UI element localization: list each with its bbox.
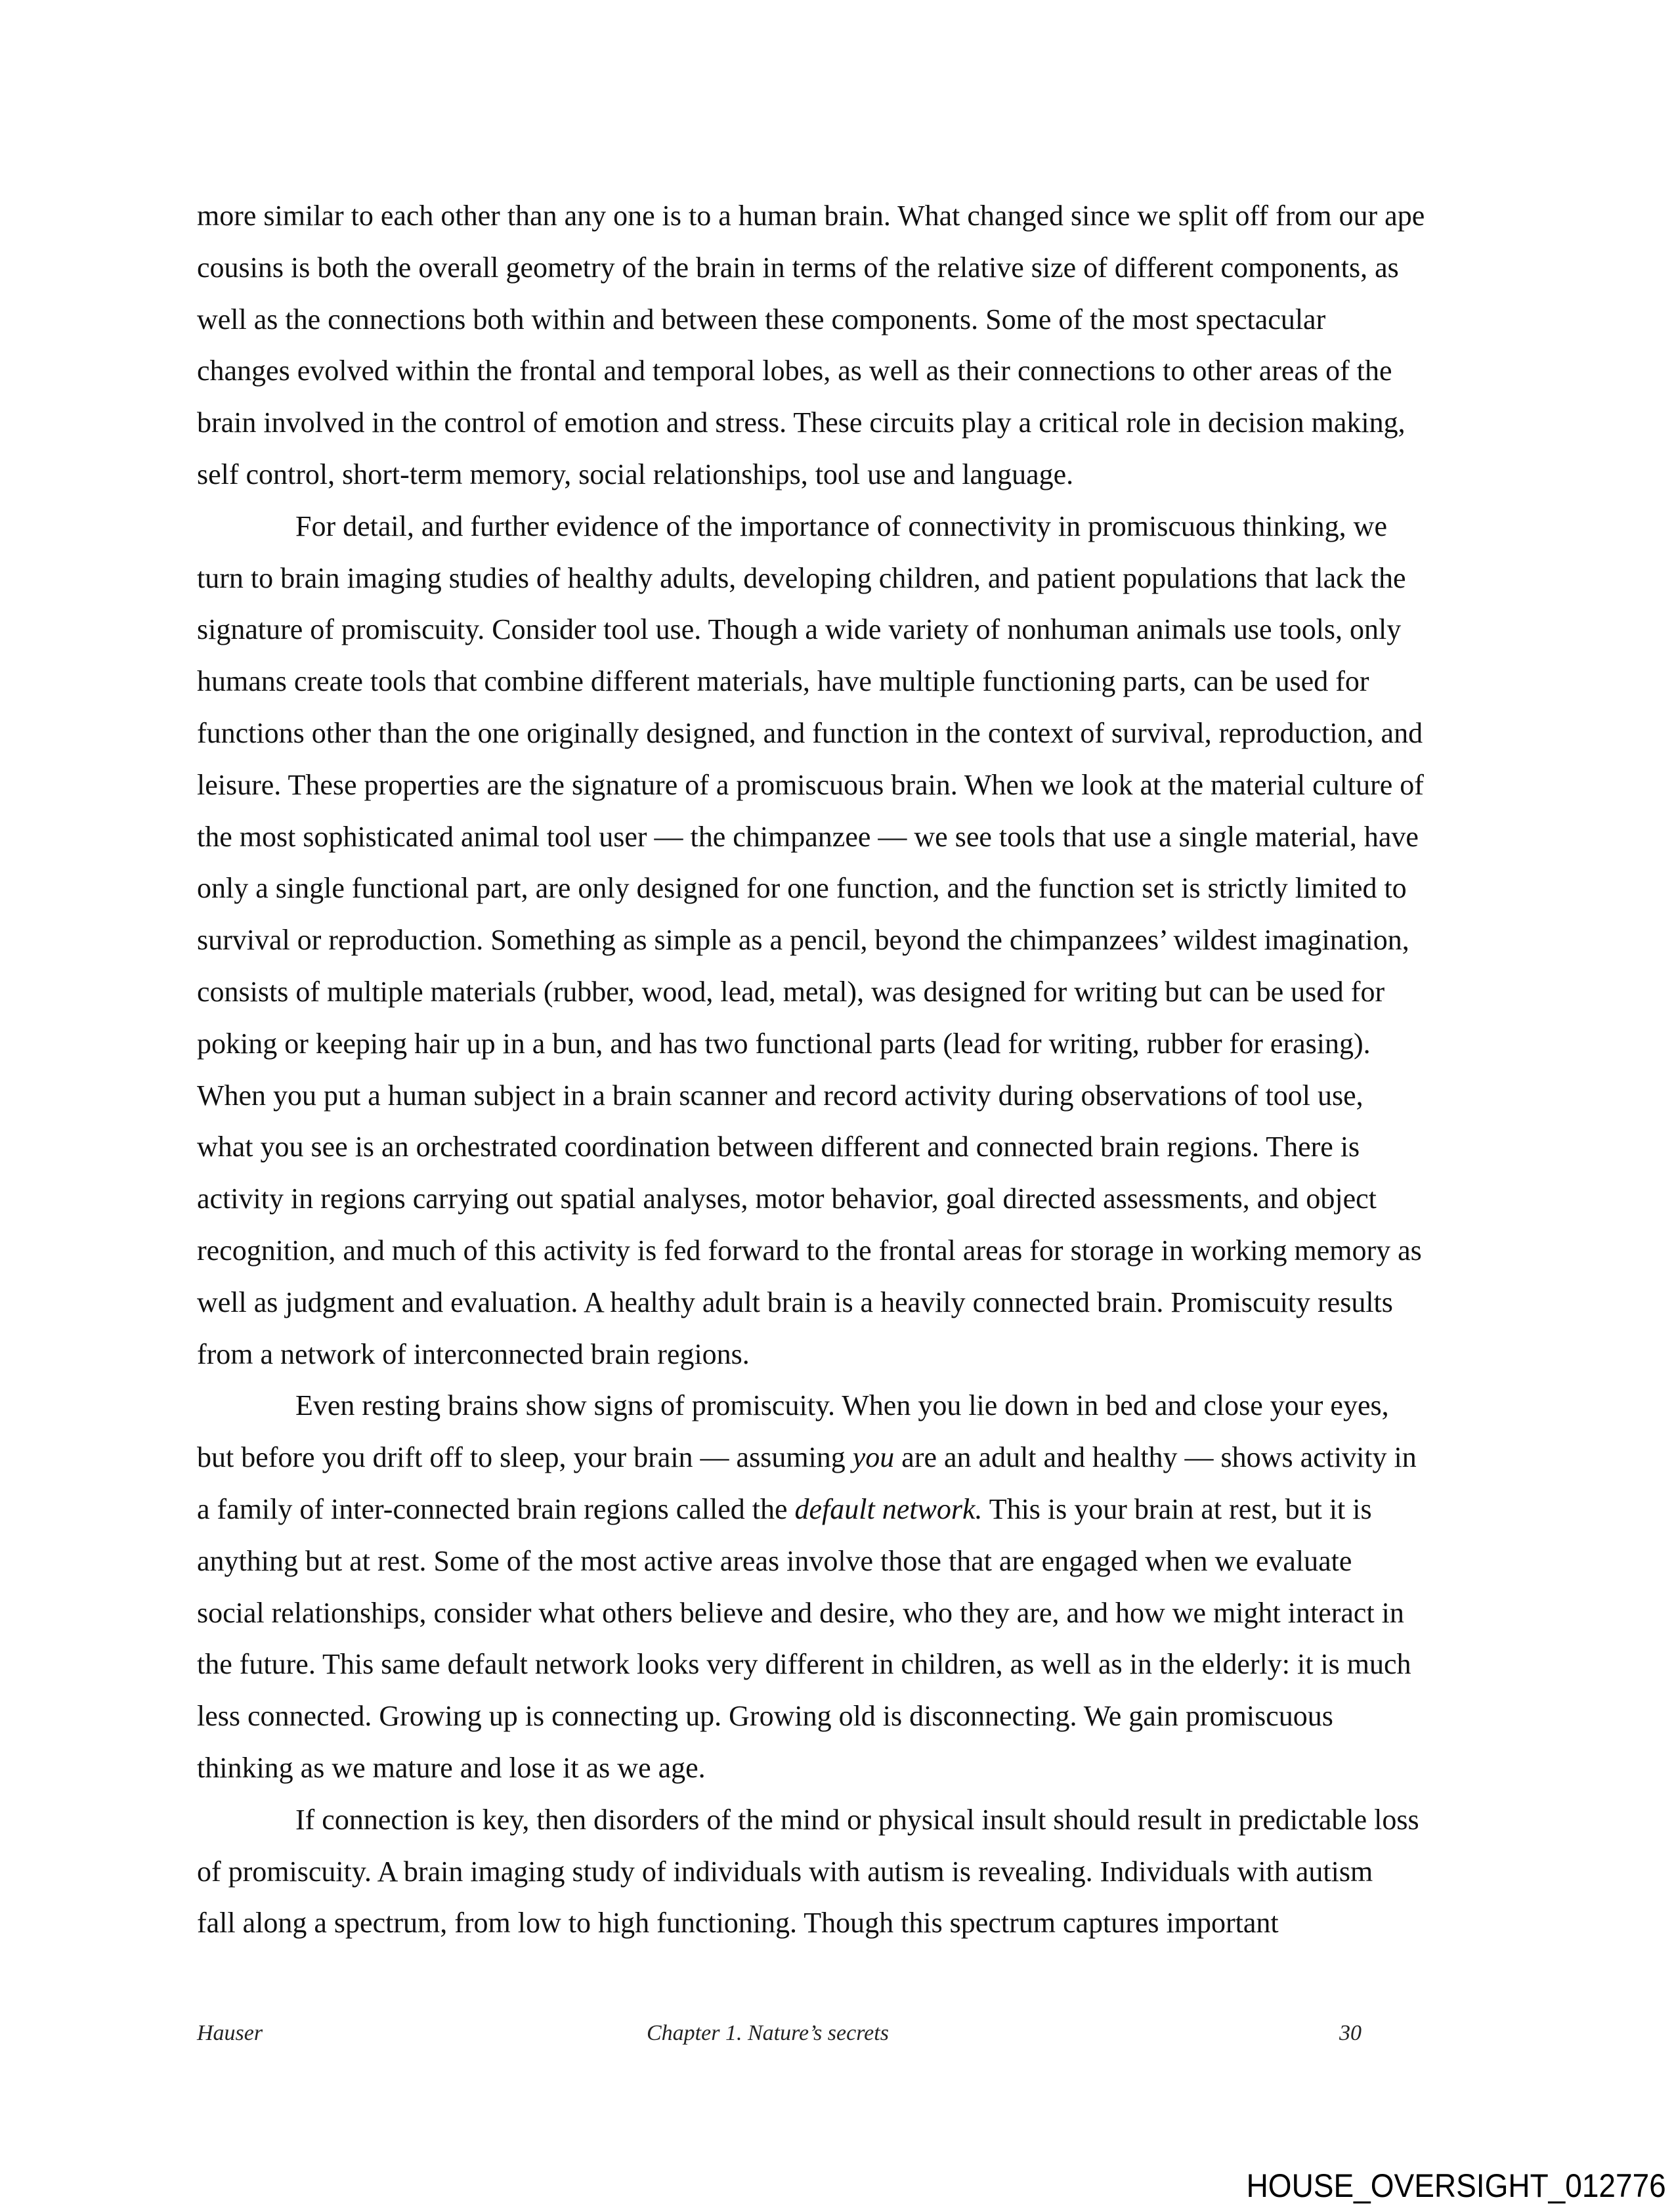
text-run: more similar to each other than any one is to a human brain. What changed since we split off from our ape [197,200,1425,232]
body-text [197,190,1470,1949]
text-run: consists of multiple materials (rubber, wood, lead, metal), was designed for writing but can be used for [197,975,1385,1008]
text-run: signature of promiscuity. Consider tool use. Though a wide variety of nonhuman animals use tools, only [197,613,1402,646]
text-run: fall along a spectrum, from low to high functioning. Though this spectrum captures important [197,1907,1279,1940]
text-line [197,812,1470,863]
text-run: poking or keeping hair up in a bun, and has two functional parts (lead for writing, rubber for erasing). [197,1027,1371,1060]
text-run: functions other than the one originally designed, and function in the context of survival, reproduction, and [197,716,1423,749]
text-run: For detail, and further evidence of the importance of connectivity in promiscuous thinking, we [295,510,1387,542]
text-line [197,760,1470,812]
text-run: If connection is key, then disorders of the mind or physical insult should result in predictable loss [295,1803,1419,1836]
text-line [197,656,1470,708]
text-run: turn to brain imaging studies of healthy adults, developing children, and patient populations that lack the [197,561,1406,594]
text-line [197,501,1470,553]
text-line [197,553,1470,605]
text-line [197,1329,1470,1381]
text-run: survival or reproduction. Something as simple as a pencil, beyond the chimpanzees’ wildest imagination, [197,924,1409,957]
text-run: less connected. Growing up is connecting up. Growing old is disconnecting. We gain promiscuous [197,1700,1333,1733]
text-run: changes evolved within the frontal and temporal lobes, as well as their connections to other areas of the [197,355,1392,387]
text-run: well as the connections both within and between these components. Some of the most spectacular [197,303,1326,336]
text-line [197,1536,1470,1588]
paragraph [197,190,1470,501]
text-line [197,966,1470,1018]
text-run: self control, short-term memory, social relationships, tool use and language. [197,458,1074,490]
text-run: leisure. These properties are the signature of a promiscuous brain. When we look at the material culture of [197,768,1424,801]
text-run: This is your brain at rest, but it is [982,1492,1372,1525]
text-line [197,1794,1470,1846]
text-line [197,1432,1470,1484]
text-line [197,1588,1470,1639]
text-run: of promiscuity. A brain imaging study of individuals with autism is revealing. Individuals with autism [197,1855,1373,1888]
text-run: are an adult and healthy — shows activity in [894,1441,1417,1474]
text-line [197,1898,1470,1949]
text-run: but before you drift off to sleep, your brain — assuming [197,1441,853,1474]
footer-author: Hauser [197,2021,263,2045]
text-line [197,1380,1470,1432]
text-line [197,604,1470,656]
paragraph [197,1794,1470,1949]
text-run: only a single functional part, are only designed for one function, and the function set is strictly limited to [197,872,1407,905]
text-line [197,1225,1470,1277]
italic-text: you [852,1441,895,1474]
text-line [197,863,1470,915]
text-line [197,449,1470,501]
text-line [197,242,1470,294]
text-line [197,1070,1470,1122]
text-run: humans create tools that combine different materials, have multiple functioning parts, can be used for [197,665,1369,698]
text-line [197,1173,1470,1225]
text-line [197,397,1470,449]
text-line [197,1018,1470,1070]
text-run: the future. This same default network looks very different in children, as well as in the elderly: it is much [197,1648,1411,1681]
footer-page-number: 30 [1339,2021,1362,2045]
text-line [197,1691,1470,1743]
text-run: well as judgment and evaluation. A healthy adult brain is a heavily connected brain. Promiscuity results [197,1286,1393,1318]
footer-chapter-title: Chapter 1. Nature’s secrets [647,2021,889,2045]
text-line [197,1639,1470,1691]
text-run: recognition, and much of this activity is fed forward to the frontal areas for storage in working memory as [197,1234,1422,1267]
text-line [197,708,1470,760]
text-run: brain involved in the control of emotion and stress. These circuits play a critical role in decision making, [197,406,1406,439]
text-run: from a network of interconnected brain regions. [197,1337,750,1370]
paragraph [197,1380,1470,1794]
bates-stamp: HOUSE_OVERSIGHT_012776 [1246,2167,1666,2204]
text-line [197,345,1470,397]
text-line [197,915,1470,966]
text-line [197,190,1470,242]
text-run: anything but at rest. Some of the most active areas involve those that are engaged when we evaluate [197,1544,1352,1577]
text-line [197,1121,1470,1173]
text-line [197,1484,1470,1536]
paragraph [197,501,1470,1381]
text-run: cousins is both the overall geometry of the brain in terms of the relative size of different components, as [197,251,1399,284]
text-line [197,294,1470,346]
text-line [197,1846,1470,1898]
text-run: activity in regions carrying out spatial analyses, motor behavior, goal directed assessments, and object [197,1182,1377,1215]
text-run: When you put a human subject in a brain scanner and record activity during observations of tool use, [197,1079,1363,1112]
text-line [197,1743,1470,1794]
text-run: social relationships, consider what others believe and desire, who they are, and how we might interact in [197,1596,1404,1629]
italic-text: default network. [794,1492,983,1525]
text-run: what you see is an orchestrated coordination between different and connected brain regions. There is [197,1131,1360,1163]
text-run: the most sophisticated animal tool user — the chimpanzee — we see tools that use a single material, have [197,820,1419,853]
text-line [197,1277,1470,1329]
text-run: thinking as we mature and lose it as we age. [197,1751,706,1784]
text-run: Even resting brains show signs of promiscuity. When you lie down in bed and close your eyes, [295,1389,1389,1422]
text-run: a family of inter-connected brain regions called the [197,1492,795,1525]
